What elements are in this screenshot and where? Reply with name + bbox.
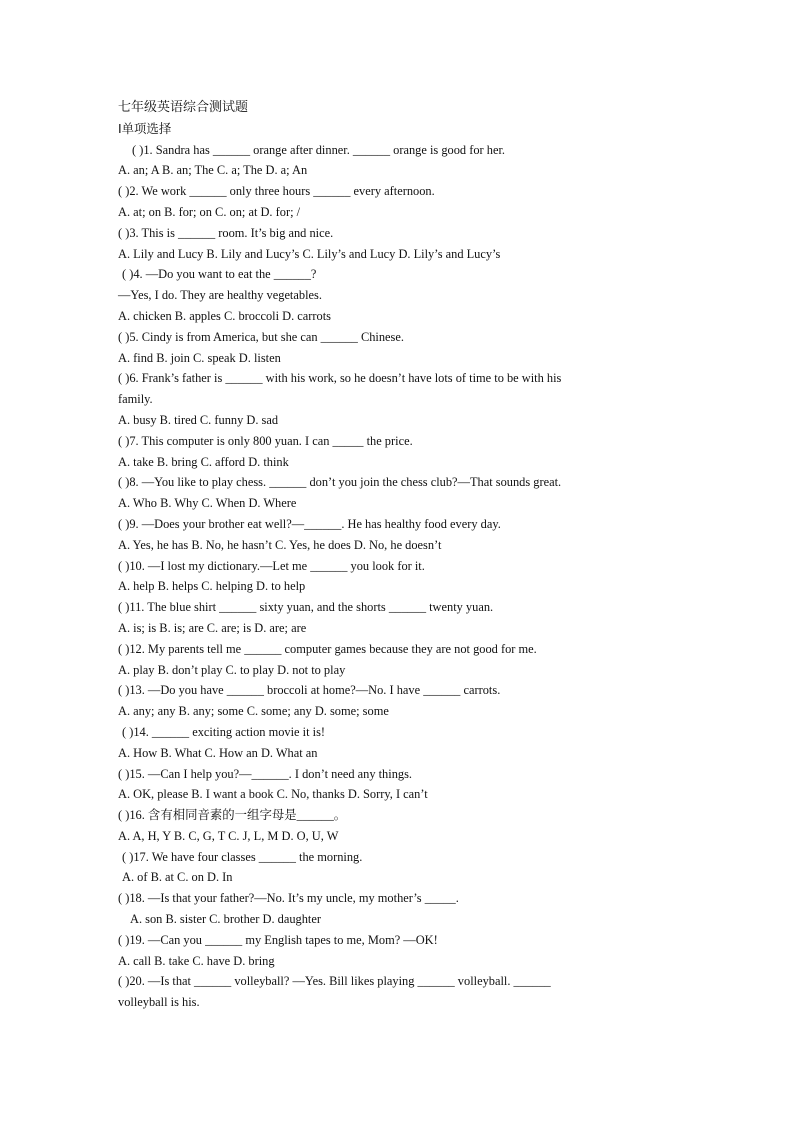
question-20-continued: volleyball is his. (118, 995, 200, 1010)
question-5-options: A. find B. join C. speak D. listen (118, 350, 281, 365)
question-14-options: A. How B. What C. How an D. What an (118, 745, 318, 760)
question-6-continued: family. (118, 392, 153, 407)
question-15-options: A. OK, please B. I want a book C. No, thanks D. Sorry, I can’t (118, 787, 428, 802)
question-6-options: A. busy B. tired C. funny D. sad (118, 412, 279, 427)
question-4-options: A. chicken B. apples C. broccoli D. carrots (118, 308, 331, 323)
question-9-options: A. Yes, he has B. No, he hasn’t C. Yes, he does D. No, he doesn’t (118, 537, 442, 552)
question-7-options: A. take B. bring C. afford D. think (118, 454, 289, 469)
question-11: ( )11. The blue shirt ______ sixty yuan, and the shorts ______ twenty yuan. (118, 600, 494, 615)
question-13-options: A. any; any B. any; some C. some; any D. some; some (118, 704, 389, 719)
question-12: ( )12. My parents tell me ______ computer games because they are not good for me. (118, 641, 537, 656)
question-17: ( )17. We have four classes ______ the morning. (122, 849, 363, 864)
question-4: ( )4. —Do you want to eat the ______? (122, 267, 317, 282)
question-12-options: A. play B. don’t play C. to play D. not to play (118, 662, 346, 677)
question-7: ( )7. This computer is only 800 yuan. I can _____ the price. (118, 433, 413, 448)
question-3: ( )3. This is ______ room. It’s big and nice. (118, 225, 334, 240)
question-5: ( )5. Cindy is from America, but she can ______ Chinese. (118, 329, 404, 344)
question-11-options: A. is; is B. is; are C. are; is D. are; are (118, 620, 307, 635)
question-16-options: A. A, H, Y B. C, G, T C. J, L, M D. O, U, W (118, 828, 339, 843)
question-10: ( )10. —I lost my dictionary.—Let me ______ you look for it. (118, 558, 425, 573)
question-1: ( )1. Sandra has ______ orange after dinner. ______ orange is good for her. (132, 142, 505, 157)
question-17-options: A. of B. at C. on D. In (122, 870, 233, 885)
question-9: ( )9. —Does your brother eat well?—______. He has healthy food every day. (118, 516, 501, 531)
question-18: ( )18. —Is that your father?—No. It’s my uncle, my mother’s _____. (118, 891, 459, 906)
question-19-options: A. call B. take C. have D. bring (118, 953, 275, 968)
question-19: ( )19. —Can you ______ my English tapes to me, Mom? —OK! (118, 932, 438, 947)
section-heading: Ⅰ单项选择 (118, 120, 172, 136)
question-13: ( )13. —Do you have ______ broccoli at home?—No. I have ______ carrots. (118, 683, 501, 698)
question-10-options: A. help B. helps C. helping D. to help (118, 579, 306, 594)
question-16: ( )16. 含有相同音素的一组字母是______。 (118, 808, 347, 823)
question-15: ( )15. —Can I help you?—______. I don’t need any things. (118, 766, 412, 781)
question-14: ( )14. ______ exciting action movie it is! (122, 724, 326, 739)
question-4-dialogue: —Yes, I do. They are healthy vegetables. (118, 288, 322, 303)
question-18-options: A. son B. sister C. brother D. daughter (130, 912, 321, 927)
question-8: ( )8. —You like to play chess. ______ don’t you join the chess club?—That sounds great. (118, 475, 562, 490)
question-1-options: A. an; A B. an; The C. a; The D. a; An (118, 163, 308, 178)
exam-title: 七年级英语综合测试题 (118, 100, 249, 115)
question-6: ( )6. Frank’s father is ______ with his work, so he doesn’t have lots of time to be with his (118, 371, 562, 386)
exam-page (118, 98, 658, 1013)
question-8-options: A. Who B. Why C. When D. Where (118, 496, 297, 511)
question-20: ( )20. —Is that ______ volleyball? —Yes. Bill likes playing ______ volleyball. ______ (118, 974, 551, 989)
question-2: ( )2. We work ______ only three hours ______ every afternoon. (118, 184, 435, 199)
question-2-options: A. at; on B. for; on C. on; at D. for; / (118, 204, 301, 219)
question-3-options: A. Lily and Lucy B. Lily and Lucy’s C. Lily’s and Lucy D. Lily’s and Lucy’s (118, 246, 501, 261)
